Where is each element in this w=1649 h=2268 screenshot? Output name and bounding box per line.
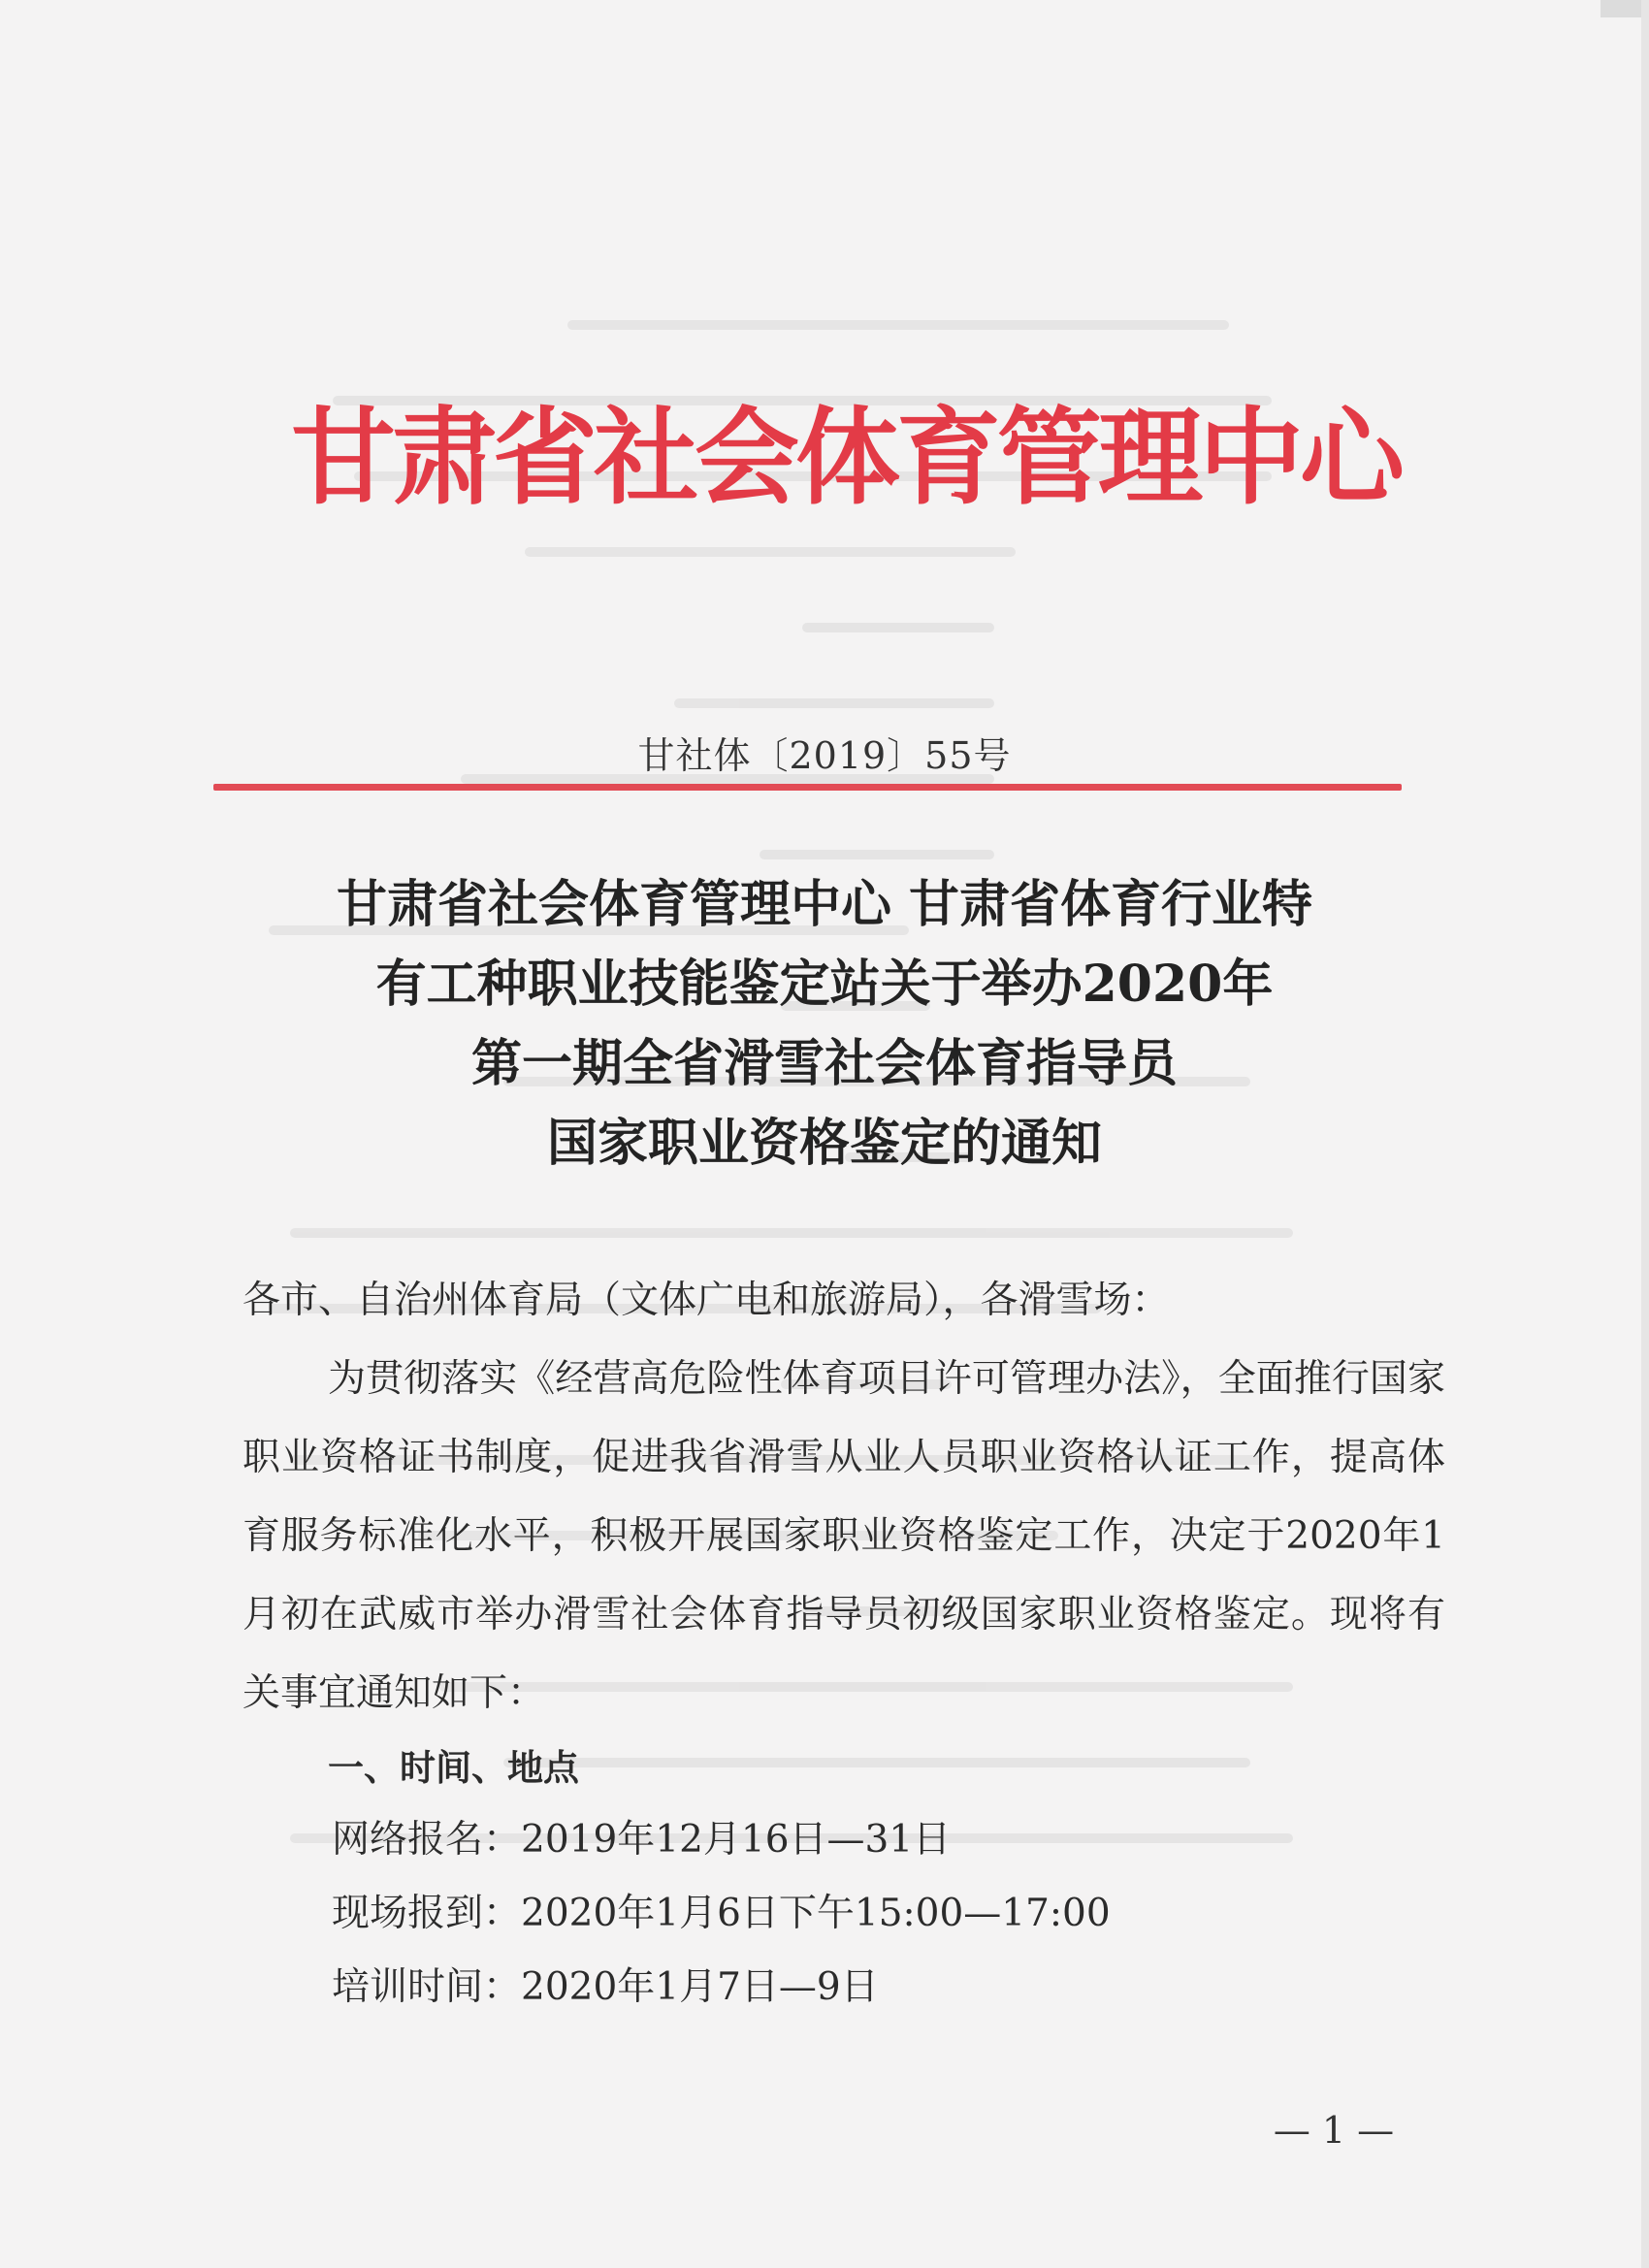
title-line: 甘肃省社会体育管理中心 甘肃省体育行业特 bbox=[336, 875, 1313, 934]
notice-title bbox=[175, 865, 1474, 1183]
issuer-masthead: 甘肃省社会体育管理中心 bbox=[291, 398, 1402, 519]
title-line: 国家职业资格鉴定的通知 bbox=[546, 1114, 1102, 1173]
scan-corner bbox=[1600, 0, 1641, 17]
schedule-training-time: 培训时间：2020年1月7日—9日 bbox=[332, 1965, 879, 2009]
notice-body bbox=[242, 1261, 1445, 2025]
section-heading-time-place: 一、时间、地点 bbox=[328, 1747, 579, 1789]
page-number: — 1 — bbox=[1273, 2109, 1395, 2152]
intro-paragraph: 为贯彻落实《经营高危险性体育项目许可管理办法》，全面推行国家职业资格证书制度，促进我省滑雪从业人员职业资格认证工作，提高体育服务标准化水平，积极开展国家职业资格鉴定工作，决定于2020年1月初在武威市举办滑雪社会体育指导员初级国家职业资格鉴定。现将有关事宜通知如下： bbox=[242, 1357, 1445, 1715]
salutation: 各市、自治州体育局（文体广电和旅游局），各滑雪场： bbox=[242, 1279, 1170, 1322]
title-line: 有工种职业技能鉴定站关于举办2020年 bbox=[375, 955, 1274, 1014]
schedule-onsite-checkin: 现场报到：2020年1月6日下午15:00—17:00 bbox=[332, 1892, 1111, 1935]
red-divider-line bbox=[213, 784, 1402, 791]
schedule-online-registration: 网络报名：2019年12月16日—31日 bbox=[332, 1818, 952, 1862]
document-number: 甘社体〔2019〕55号 bbox=[637, 734, 1012, 777]
title-line: 第一期全省滑雪社会体育指导员 bbox=[470, 1034, 1178, 1093]
scan-edge bbox=[1641, 0, 1649, 2268]
